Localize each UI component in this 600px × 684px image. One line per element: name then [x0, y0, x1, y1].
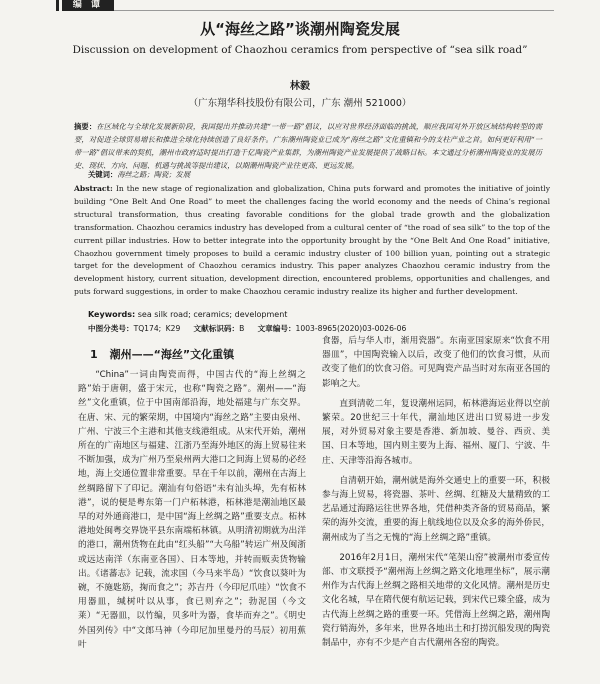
body-column-right — [322, 334, 550, 650]
keywords-en-text: sea silk road; ceramics; development — [137, 310, 288, 319]
author: 林毅 — [290, 81, 310, 92]
paragraph: 直到清乾二年，复设潮州运同，柘林港海运业得以空前繁荣。20世纪三十年代，潮汕地区进出口贸易进一步发展，对外贸易对象主要是香港、新加坡、曼谷、西贡、美国、日本等地，国内则主要为上海、福州、厦门、宁波、牛庄、天津等沿海各城市。 — [322, 398, 550, 466]
header-tick — [56, 0, 59, 11]
abstract-zh — [74, 120, 542, 172]
abstract-zh-label: 摘要： — [74, 122, 97, 131]
header-rule — [114, 10, 554, 11]
paragraph: 2016年2月1日，潮州宋代“笔架山窑”被潮州市委宣传部、市文联授予“潮州海上丝绸之路文化地理坐标”，展示潮州作为古代海上丝绸之路相关地带的文化风情。潮州是历史文化名城，早在隋代便有航运记载，到宋代已臻全盛，成为古代海上丝绸之路的重要一环。凭借海上丝绸之路，潮州陶瓷行销海外，多年来，世界各地出土和打捞沉船发现的陶瓷制品中，亦有不少是产自古代潮州各窑的陶瓷。 — [322, 552, 550, 649]
clc-value: TQ174; K29 — [133, 324, 181, 333]
keywords-en-label: Keywords: — [88, 310, 136, 319]
article-label: 文章编号： — [257, 324, 296, 333]
section-heading — [90, 346, 234, 362]
abstract-en — [74, 183, 550, 299]
affiliation: （广东翔华科技股份有限公司，广东 潮州 521000） — [188, 98, 412, 109]
keywords-zh-text: 海丝之路；陶瓷；发展 — [117, 170, 191, 179]
paper-title-zh: 从“海丝之路”谈潮州陶瓷发展 — [200, 20, 400, 38]
abstract-en-text: In the new stage of regionalization and globalization, China puts forward and promotes the initiative of jointly building “One Belt And One Road” to meet the challenges facing the world economy and the needs of China’s regional structural transformation, thus creating favorable conditions for the global trade growth and the globalization transformation. Chaozhou ceramics industry has developed from a cultural center of “the road of sea silk” to the top of the current pillar industries. How to better integrate into the opportunity brought by the “One Belt And One Road” initiative, Chaozhou government timely proposes to build a ceramic industry cluster of 100 billion yuan, pointing out a strategic target for the development of Chaozhou ceramics industry. This paper analyzes Chaozhou ceramic industry from the development history, current situation, development direction, encountered problems, opportunities and challenges, and puts forward suggestions, in order to make Chaozhou ceramic industry realize its higher and further development. — [74, 184, 550, 297]
abstract-en-label: Abstract: — [74, 184, 113, 193]
section-number: 1 — [90, 348, 98, 361]
section-title: 潮州——“海丝”文化重镇 — [109, 348, 235, 361]
paragraph: “China”一词由陶瓷而得，中国古代的“海上丝绸之路”始于唐朝，盛于宋元，也称“陶瓷之路”。潮州——“海丝”文化重镇，位于中国南部沿海，地处福建与广东交界。在唐、宋、元的繁荣期，中国境内“海丝之路”主要由泉州、广州、宁波三个主港和其他支线港组成。从宋代开始，潮州所在的广南地区与福建、江浙乃至海外地区的海上贸易往来不断加强，成为广州乃至泉州两大港口之间海上贸易的必经地，海上交通位置非常重要。早在千年以前，潮州在古海上丝绸路留下了印记。潮汕有句俗语“未有汕头埠，先有柘林港”，说的便是粤东第一门户柘林港，柘林港是潮汕地区最早的对外通商港口，是中国“海上丝绸之路”重要支点。柘林港地处闽粤交界饶平县东南端柘林镇。从明清初期就为出洋的港口，潮州货物在此由“红头船”“大乌船”转运广州及闽浙或远达南洋（东南亚各国）、日本等地，并转而贩卖货物输出。《诸蕃志》记载，流求国（今马来半岛）“饮食以葵叶为碗，不施匙筋，掬而食之”；苏吉丹（今印尼爪哇）“饮食不用器皿，缄树叶以从事，食已则弃之”；勃泥国（今文莱）“无器皿，以竹编，贝多叶为器，食毕而弃之”。《明史外国列传》中“文郎马神（今印尼加里曼丹的马辰）初用蕉叶 — [78, 370, 306, 650]
paragraph: 食器，后与华人市，渐用瓷器”。东南亚国家原来“饮食不用器皿”，中国陶瓷输入以后，改变了他们的饮食习惯，从而改变了他们的饮食习俗。可见陶瓷产品当时对东南亚各国的影响之大。 — [322, 336, 550, 389]
article-value: 1003-8965(2020)03-0026-06 — [295, 324, 407, 333]
classification-line — [88, 323, 406, 334]
clc-label: 中图分类号： — [88, 324, 134, 333]
doc-value: B — [239, 324, 245, 333]
paragraph: 自清朝开始，潮州就是海外交通史上的重要一环，积极参与海上贸易，将瓷器、茶叶、丝绸、红糖及大量精致的工艺品通过海路运往世界各地，凭借种类齐备的贸易商品，繁荣的海外交流，重要的海上航线地位以及众多的海外侨民，潮州成为了当之无愧的“海上丝绸之路”重镇。 — [322, 475, 550, 543]
keywords-zh — [88, 170, 190, 180]
keywords-zh-label: 关键词： — [88, 170, 118, 179]
column-tag: 编 谭 — [62, 0, 114, 11]
keywords-en — [88, 310, 287, 319]
body-column-left — [78, 368, 306, 652]
paper-title-en: Discussion on development of Chaozhou ceramics from perspective of “sea silk road” — [72, 44, 528, 56]
abstract-zh-text: 在区域化与全球化发展新阶段，我国提出并推动共建“一带一路”倡议，以应对世界经济面临的挑战，顺应我国对外开放区域结构转型的需要，对促进全球贸易增长和推进全球化持续创造了良好条件。广东潮州陶瓷业已成为“海丝之路”文化重镇和今的支柱产业之首。如何更好利用“一带一路”倡议带来的契机，潮州市政府适时提出打造千亿陶瓷产业集群，为潮州陶瓷产业发展提供了战略目标。本文通过分析潮州陶瓷业的发展历史、现状、方向、问题、机遇与挑战等提出建议，以期潮州陶瓷产业往更高、更远发展。 — [74, 122, 542, 170]
doc-label: 文献标识码： — [193, 324, 240, 333]
